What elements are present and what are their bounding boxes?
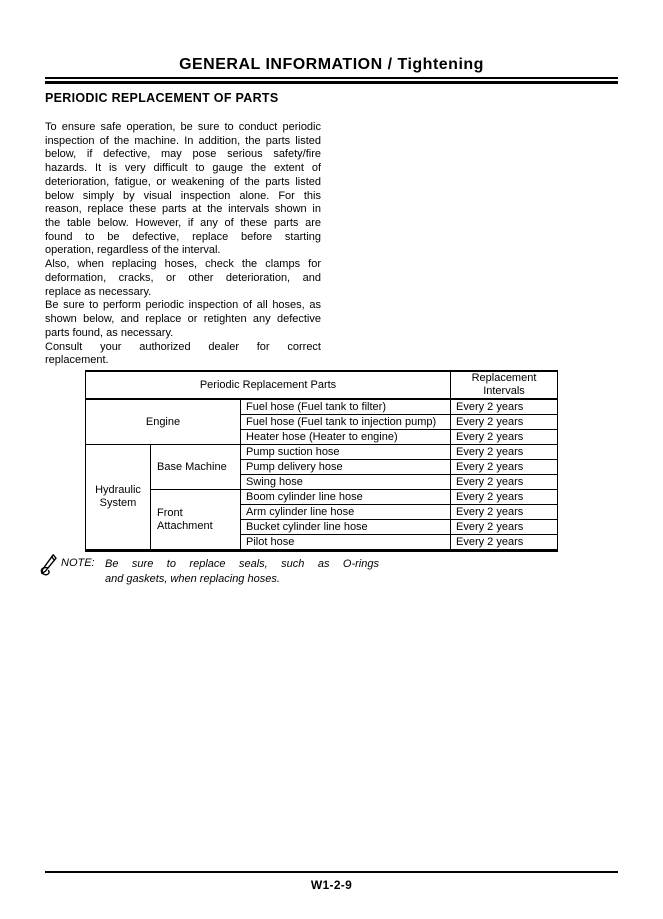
- table-row: [86, 445, 558, 460]
- interval-cell: Every 2 years: [451, 490, 558, 505]
- part-cell: Bucket cylinder line hose: [241, 520, 451, 535]
- header-rule-thin: [45, 77, 618, 79]
- note-line: Be sure to replace seals, such as O-rings: [105, 558, 379, 570]
- part-cell: Fuel hose (Fuel tank to injection pump): [241, 415, 451, 430]
- table-row: [86, 399, 558, 415]
- header-intervals-line1: Replacement: [471, 372, 537, 384]
- page-number: W1-2-9: [310, 878, 353, 892]
- pencil-icon: [39, 553, 58, 583]
- page-header-title: GENERAL INFORMATION / Tightening: [179, 56, 484, 73]
- body-line: below simply by visual inspection alone. For this: [45, 189, 321, 202]
- body-line: operation, regardless of the interval.: [45, 244, 221, 257]
- body-line: the table below. However, if any of these parts are: [45, 217, 321, 230]
- section-title: PERIODIC REPLACEMENT OF PARTS: [45, 91, 279, 105]
- part-cell: Fuel hose (Fuel tank to filter): [241, 399, 451, 415]
- group-cell-hydraulic-system: Hydraulic System: [86, 445, 151, 551]
- group-cell-engine: Engine: [86, 399, 241, 445]
- body-line: inspection of the machine. In addition, the parts listed: [45, 134, 321, 147]
- interval-cell: Every 2 years: [451, 520, 558, 535]
- interval-cell: Every 2 years: [451, 445, 558, 460]
- interval-cell: Every 2 years: [451, 399, 558, 415]
- body-line: shown below, and replace or retighten any defective: [45, 313, 321, 326]
- part-cell: Swing hose: [241, 475, 451, 490]
- table-header-row: [86, 371, 558, 399]
- part-cell: Pump delivery hose: [241, 460, 451, 475]
- part-cell: Arm cylinder line hose: [241, 505, 451, 520]
- note-line: and gaskets, when replacing hoses.: [105, 573, 280, 585]
- note-text: [105, 557, 379, 587]
- body-line: To ensure safe operation, be sure to conduct periodic: [45, 121, 321, 133]
- interval-cell: Every 2 years: [451, 475, 558, 490]
- group-cell-front-attachment: Front Attachment: [151, 490, 241, 551]
- body-line: Be sure to perform periodic inspection of all hoses, as: [45, 299, 321, 312]
- footer-rule: [45, 871, 618, 873]
- note-label: NOTE:: [61, 557, 95, 569]
- interval-cell: Every 2 years: [451, 460, 558, 475]
- interval-cell: Every 2 years: [451, 505, 558, 520]
- header-cell-parts: Periodic Replacement Parts: [86, 371, 451, 399]
- body-line: hazards. It is very difficult to gauge the extent of: [45, 162, 321, 175]
- body-line: deformation, cracks, or other deterioration, and: [45, 271, 321, 284]
- interval-cell: Every 2 years: [451, 415, 558, 430]
- body-line: parts found, as necessary.: [45, 326, 174, 339]
- part-cell: Boom cylinder line hose: [241, 490, 451, 505]
- body-line: reason, replace these parts at the intervals shown in: [45, 203, 321, 216]
- header-rule-thick: [45, 81, 618, 84]
- body-line: found to be defective, replace before starting: [45, 230, 321, 243]
- body-line: below, if defective, may pose serious safety/fire: [45, 148, 321, 161]
- header-cell-intervals: [451, 371, 558, 399]
- interval-cell: Every 2 years: [451, 430, 558, 445]
- part-cell: Heater hose (Heater to engine): [241, 430, 451, 445]
- body-line: replace as necessary.: [45, 285, 152, 298]
- body-line: Consult your authorized dealer for correct: [45, 340, 321, 353]
- body-line: Also, when replacing hoses, check the clamps for: [45, 258, 321, 271]
- body-line: deterioration, fatigue, or weakening of the parts listed: [45, 175, 321, 188]
- body-paragraphs: [45, 121, 321, 368]
- header-intervals-line2: Intervals: [483, 385, 525, 397]
- table-row: [86, 490, 558, 505]
- part-cell: Pilot hose: [241, 535, 451, 551]
- interval-cell: Every 2 years: [451, 535, 558, 551]
- periodic-replacement-table: [85, 370, 558, 552]
- body-line: replacement.: [45, 354, 109, 367]
- part-cell: Pump suction hose: [241, 445, 451, 460]
- group-cell-base-machine: Base Machine: [151, 445, 241, 490]
